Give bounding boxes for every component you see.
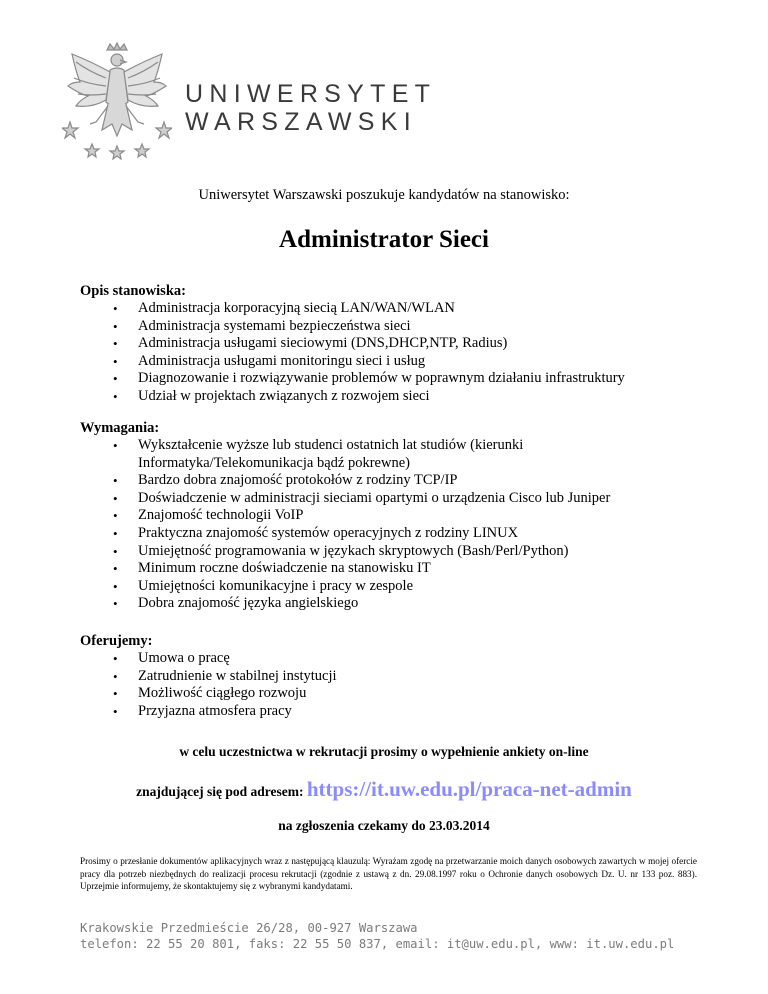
section-we-offer bbox=[80, 632, 700, 720]
footer bbox=[80, 920, 674, 952]
list-item: • Administracja usługami monitoringu sieci i usług bbox=[80, 353, 700, 371]
consent-clause: Prosimy o przesłanie dokumentów aplikacyjnych wraz z następującą klauzulą: Wyrażam zgodę na przetwarzanie moich danych osobowych zawartych w mojej ofercie pracy dla potrzeb niezbędnych do realizacji procesu rekrutacji (zgodnie z ustawą z dn. 29.08.1997 roku o Ochronie danych osobowych Dz. U. nr 133 poz. 883). Uprzejmie informujemy, że skontaktujemy się z wybranymi kandydatami. bbox=[80, 856, 697, 891]
university-name bbox=[185, 80, 436, 136]
list-item: • Wykształcenie wyższe lub studenci ostatnich lat studiów (kierunki Informatyka/Telekomunikacja bądź pokrewne) bbox=[80, 437, 578, 472]
cta-url-line bbox=[0, 777, 768, 802]
list-item: • Dobra znajomość języka angielskiego bbox=[80, 595, 700, 613]
page-title: Administrator Sieci bbox=[279, 226, 489, 253]
list-item: • Umowa o pracę bbox=[80, 650, 700, 668]
list-item: • Praktyczna znajomość systemów operacyjnych z rodziny LINUX bbox=[80, 525, 700, 543]
intro-text: Uniwersytet Warszawski poszukuje kandydatów na stanowisko: bbox=[198, 187, 570, 203]
bullet-list bbox=[80, 300, 700, 406]
section-heading: Oferujemy: bbox=[80, 633, 153, 649]
university-name-line2: WARSZAWSKI bbox=[185, 108, 417, 136]
list-item: • Zatrudnienie w stabilnej instytucji bbox=[80, 668, 700, 686]
cta-line: w celu uczestnictwa w rekrutacji prosimy o wypełnienie ankiety on-line bbox=[179, 744, 589, 759]
eagle-crest-icon bbox=[62, 42, 172, 160]
list-item: • Bardzo dobra znajomość protokołów z rodziny TCP/IP bbox=[80, 472, 700, 490]
bullet-list bbox=[80, 650, 700, 720]
application-form-link[interactable]: https://it.uw.edu.pl/praca-net-admin bbox=[306, 777, 632, 801]
list-item: • Udział w projektach związanych z rozwojem sieci bbox=[80, 388, 700, 406]
cta-url-prefix: znajdującej się pod adresem: bbox=[136, 784, 304, 799]
list-item: • Administracja systemami bezpieczeństwa sieci bbox=[80, 318, 700, 336]
footer-contact: telefon: 22 55 20 801, faks: 22 55 50 837, email: it@uw.edu.pl, www: it.uw.edu.pl bbox=[80, 937, 675, 951]
section-heading: Wymagania: bbox=[80, 420, 160, 436]
list-item: • Doświadczenie w administracji sieciami opartymi o urządzenia Cisco lub Juniper bbox=[80, 490, 700, 508]
list-item: • Administracja usługami sieciowymi (DNS,DHCP,NTP, Radius) bbox=[80, 335, 700, 353]
university-name-line1: UNIWERSYTET bbox=[185, 80, 437, 108]
list-item: • Administracja korporacyjną siecią LAN/WAN/WLAN bbox=[80, 300, 700, 318]
footer-address: Krakowskie Przedmieście 26/28, 00-927 Warszawa bbox=[80, 921, 418, 935]
bullet-list bbox=[80, 437, 700, 613]
deadline-text: na zgłoszenia czekamy do 23.03.2014 bbox=[278, 818, 490, 833]
list-item: • Przyjazna atmosfera pracy bbox=[80, 703, 700, 721]
list-item: • Minimum roczne doświadczenie na stanowisku IT bbox=[80, 560, 700, 578]
section-requirements bbox=[80, 419, 700, 613]
list-item: • Możliwość ciągłego rozwoju bbox=[80, 685, 700, 703]
list-item: • Umiejętności komunikacyjne i pracy w zespole bbox=[80, 578, 700, 596]
section-heading: Opis stanowiska: bbox=[80, 283, 186, 299]
list-item: • Diagnozowanie i rozwiązywanie problemów w poprawnym działaniu infrastruktury bbox=[80, 370, 700, 388]
section-job-description bbox=[80, 282, 700, 406]
list-item: • Znajomość technologii VoIP bbox=[80, 507, 700, 525]
list-item: • Umiejętność programowania w językach skryptowych (Bash/Perl/Python) bbox=[80, 543, 700, 561]
